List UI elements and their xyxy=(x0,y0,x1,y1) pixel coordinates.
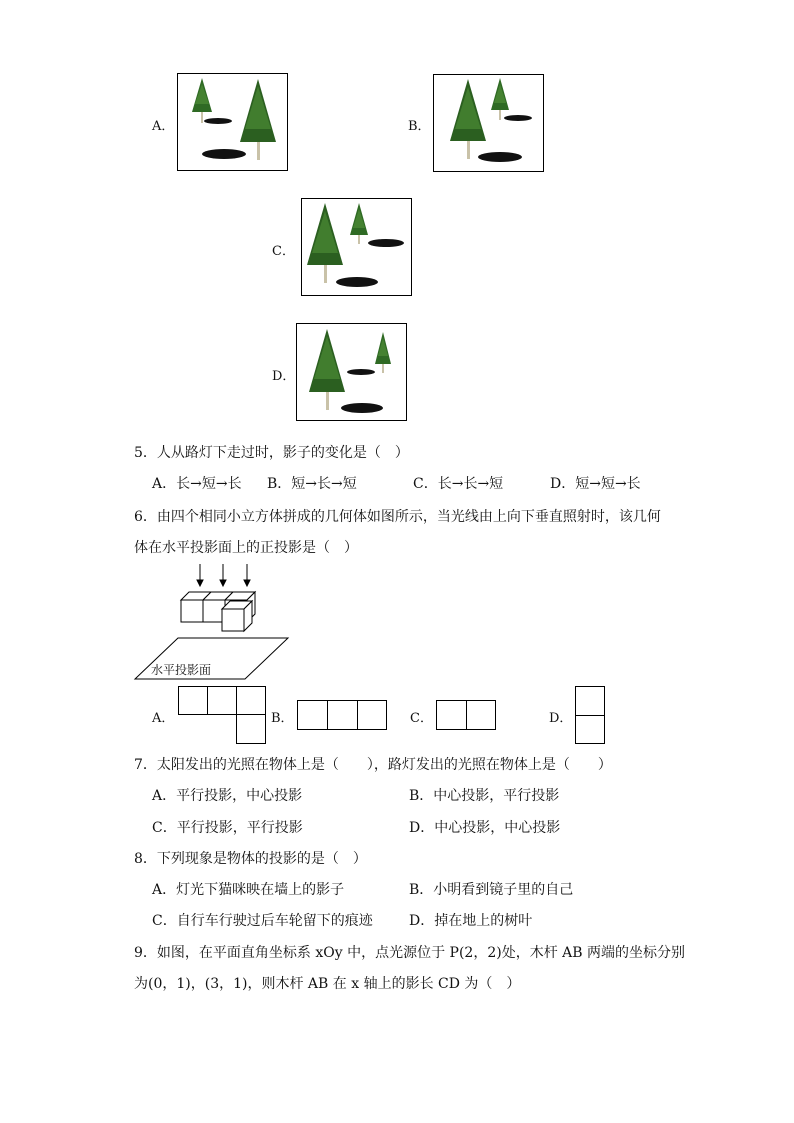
q5-stem: 5．人从路灯下走过时，影子的变化是（ ） xyxy=(134,445,409,461)
q6-stem-line1: 6．由四个相同小立方体拼成的几何体如图所示，当光线由上向下垂直照射时，该几何 xyxy=(134,509,661,525)
q6-option-a-figure xyxy=(178,686,266,744)
option-a-label: A． xyxy=(152,119,175,134)
q6-stem-line2: 体在水平投影面上的正投影是（ ） xyxy=(134,540,358,556)
q5-option-a: A．长→短→长 xyxy=(152,476,242,492)
q8-option-a: A．灯光下猫咪映在墙上的影子 xyxy=(152,882,345,898)
plane-label: 水平投影面 xyxy=(151,663,212,677)
option-b-image xyxy=(433,74,544,172)
q6-option-d-label: D． xyxy=(549,711,573,726)
q9-stem-line2: 为(0，1)，(3，1)，则木杆 AB 在 x 轴上的影长 CD 为（ ） xyxy=(134,976,521,992)
q7-option-a: A．平行投影，中心投影 xyxy=(152,788,303,804)
q8-option-b: B．小明看到镜子里的自己 xyxy=(409,882,574,898)
q5-option-c: C．长→长→短 xyxy=(413,476,504,492)
q6-option-c-figure xyxy=(436,700,496,730)
q6-option-d-figure xyxy=(575,686,605,744)
option-a-image xyxy=(177,73,288,171)
q5-option-d: D．短→短→长 xyxy=(550,476,641,492)
q7-option-b: B．中心投影，平行投影 xyxy=(409,788,560,804)
q7-stem: 7．太阳发出的光照在物体上是（ ），路灯发出的光照在物体上是（ ） xyxy=(134,757,612,773)
option-d-image xyxy=(296,323,407,421)
q6-option-c-label: C． xyxy=(410,711,433,726)
q8-option-c: C．自行车行驶过后车轮留下的痕迹 xyxy=(152,913,373,929)
q7-option-c: C．平行投影，平行投影 xyxy=(152,820,303,836)
option-d-label: D． xyxy=(272,369,296,384)
q5-option-b: B．短→长→短 xyxy=(267,476,357,492)
q8-stem: 8．下列现象是物体的投影的是（ ） xyxy=(134,851,367,867)
q9-stem-line1: 9．如图，在平面直角坐标系 xOy 中，点光源位于 P(2，2)处，木杆 AB 两端的坐标分别 xyxy=(134,945,685,961)
q6-option-a-label: A． xyxy=(152,711,175,726)
option-c-label: C． xyxy=(272,244,295,259)
option-b-label: B． xyxy=(408,119,431,134)
q6-option-b-label: B． xyxy=(271,711,294,726)
q7-option-d: D．中心投影，中心投影 xyxy=(409,820,561,836)
option-c-image xyxy=(301,198,412,296)
q6-option-b-figure xyxy=(297,700,387,730)
q8-option-d: D．掉在地上的树叶 xyxy=(409,913,533,929)
